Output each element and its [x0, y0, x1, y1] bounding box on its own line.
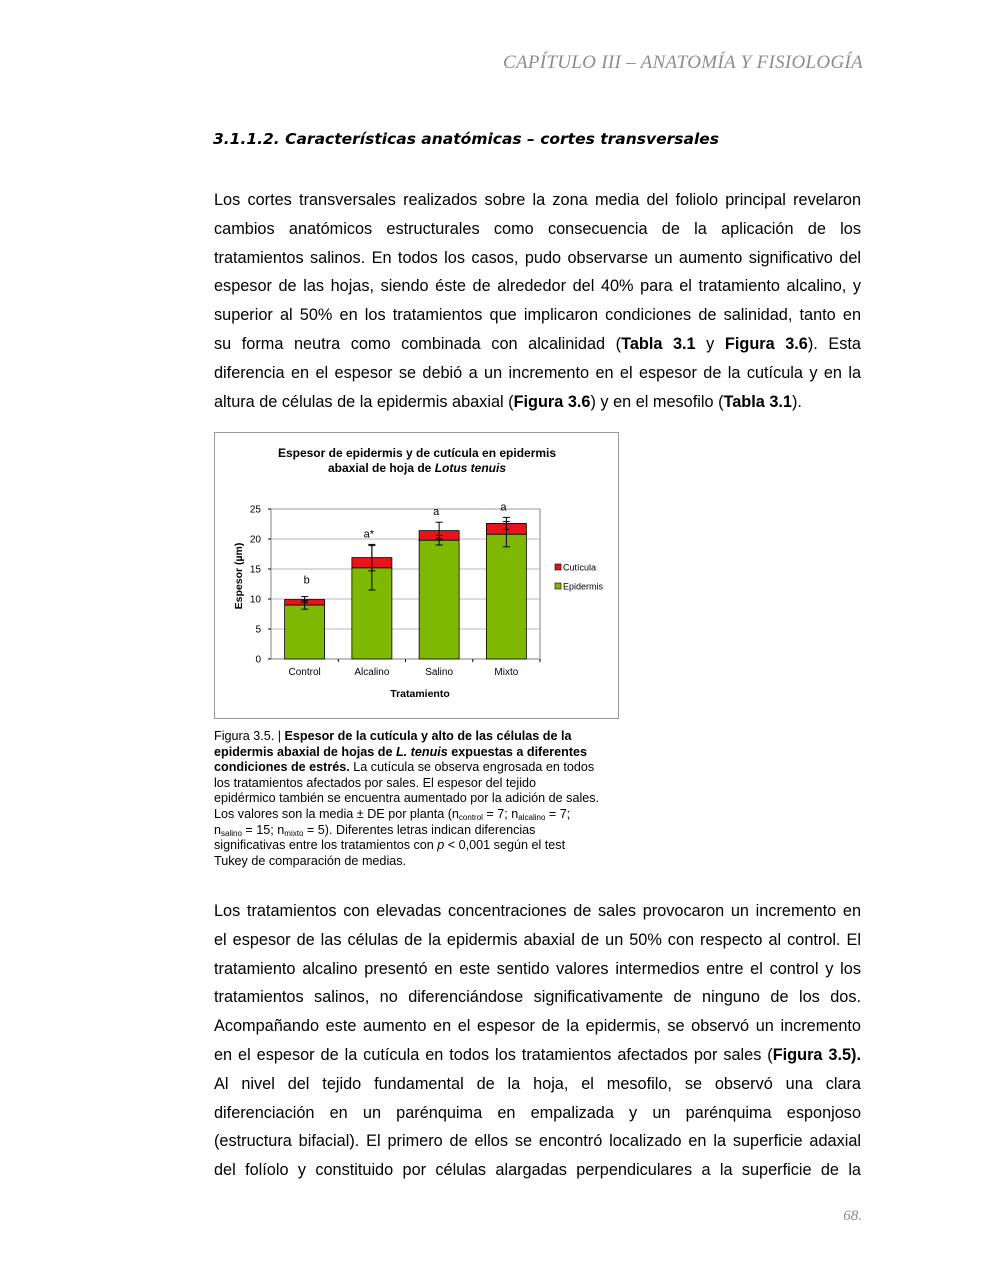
caption-line [214, 729, 644, 745]
section-heading: 3.1.1.2. Características anatómicas – cortes transversales [213, 130, 719, 148]
significance-letter: a [433, 506, 440, 519]
bar-epidermis [486, 534, 526, 659]
text-run: y [695, 334, 725, 353]
p-value-symbol: p [437, 838, 445, 853]
subscript: mixto [284, 828, 304, 838]
body-paragraph-1 [214, 186, 861, 416]
bar-epidermis [285, 605, 325, 659]
caption-line: significativas entre los tratamientos con p < 0,001 según el test [214, 838, 566, 853]
legend-label: Epidermis [563, 581, 604, 592]
caption-line: los tratamientos afectados por sales. El espesor del tejido [214, 775, 537, 790]
figure-caption [214, 729, 644, 869]
y-tick-label: 25 [249, 504, 261, 516]
significance-letter: a [500, 501, 507, 514]
paragraph-line: Al nivel del tejido fundamental de la hoja, el mesofilo, se observó una clara [214, 1074, 861, 1093]
subscript: control [458, 812, 483, 822]
caption-text: La cutícula se observa engrosada en todos [349, 760, 595, 775]
significance-letter: b [303, 574, 310, 587]
species-name: L. tenuis [395, 744, 448, 759]
caption-line: $n_{salino} = 15$; $n_{mixto} = 5$). Diferentes letras indican diferencias [214, 822, 536, 838]
text-run: ). [791, 392, 802, 411]
paragraph-line: (estructura bifacial). El primero de ellos se encontró localizado en la superficie adaxial [214, 1132, 861, 1151]
text-run: ). Esta [807, 334, 861, 353]
y-tick-label: 0 [255, 654, 261, 666]
paragraph-line [214, 388, 861, 417]
x-tick-label: Salino [425, 667, 454, 678]
page-number: 68. [843, 1208, 862, 1224]
text-run: su forma neutra como combinada con alcalinidad ( [214, 334, 622, 353]
figure-reference: Figura 3.6 [513, 392, 591, 411]
paragraph-line: Los tratamientos con elevadas concentraciones de sales provocaron un incremento en [214, 902, 861, 920]
figure-chart-box [214, 432, 619, 719]
x-axis-label: Tratamiento [390, 688, 450, 700]
caption-bold-text: epidermis abaxial de hojas de [214, 744, 396, 759]
x-tick-label: Control [288, 667, 321, 678]
caption-line: Tukey de comparación de medias. [214, 853, 407, 868]
chapter-header: CAPÍTULO III – ANATOMÍA Y FISIOLOGÍA [502, 52, 863, 73]
paragraph-line: superior al 50% en los tratamientos que implicaron condiciones de salinidad, tanto en [214, 306, 861, 325]
bar-epidermis [419, 540, 459, 659]
figure-reference: Figura 3.5). [772, 1045, 861, 1064]
subscript: salino [221, 828, 242, 838]
chart-title-line1: Espesor de epidermis y de cutícula en epidermis [277, 446, 557, 460]
paragraph-line: tratamiento alcalino presentó en este sentido valores intermedios entre el control y los [214, 959, 861, 978]
y-axis-label: Espesor (µm) [233, 542, 245, 610]
caption-label: Figura 3.5. | [214, 729, 285, 743]
text-run: altura de células de la epidermis abaxial ( [214, 392, 514, 411]
legend-swatch [555, 564, 561, 570]
figure-reference: Figura 3.6 [724, 334, 808, 353]
paragraph-line: diferenciación en un parénquima en empalizada y un parénquima esponjoso [214, 1103, 861, 1122]
caption-bold-text: expuestas a diferentes [447, 744, 588, 759]
caption-bold-text: condiciones de estrés. [214, 760, 350, 775]
caption-line [214, 745, 644, 761]
legend-label: Cutícula [563, 562, 597, 573]
y-tick-label: 5 [255, 624, 261, 636]
subscript: alcalino [518, 812, 546, 822]
table-reference: Tabla 3.1 [723, 392, 792, 411]
paragraph-line [214, 1041, 861, 1070]
chart-title-line2: abaxial de hoja de Lotus tenuis [327, 461, 507, 475]
paragraph-line: diferencia en el espesor se debió a un incremento en el espesor de la cutícula y en la [214, 363, 861, 382]
caption-line: epidérmico también se encuentra aumentado por la adición de sales. [214, 791, 600, 806]
paragraph-line: del folíolo y constituido por células alargadas perpendiculares a la superficie de la [214, 1161, 861, 1180]
table-reference: Tabla 3.1 [621, 334, 696, 353]
y-tick-label: 10 [249, 594, 261, 606]
chart-legend [555, 563, 604, 592]
caption-bold-text: Espesor de la cutícula y alto de las células de la [284, 729, 572, 743]
body-paragraph-2 [214, 897, 861, 1185]
caption-line [214, 760, 644, 776]
significance-letter: a* [363, 528, 375, 541]
text-run: en el espesor de la cutícula en todos los tratamientos afectados por sales ( [214, 1045, 773, 1064]
paragraph-line: tratamientos salinos. En todos los casos, pudo observarse un aumento significativo del [214, 248, 861, 267]
x-tick-label: Alcalino [354, 667, 390, 678]
paragraph-line: espesor de las hojas, siendo éste de alrededor del 40% para el tratamiento alcalino, y [214, 277, 861, 296]
stacked-bar-chart [215, 433, 618, 718]
paragraph-line [214, 330, 861, 359]
paragraph-line: Los cortes transversales realizados sobre la zona media del foliolo principal revelaron [214, 191, 861, 209]
y-tick-label: 20 [249, 534, 261, 546]
legend-swatch [555, 583, 561, 589]
paragraph-line: el espesor de las células de la epidermis abaxial de un 50% con respecto al control. El [214, 930, 861, 949]
paragraph-line: Acompañando este aumento en el espesor de la epidermis, se observó un incremento [214, 1017, 861, 1036]
text-run: ) y en el mesofilo ( [590, 392, 724, 411]
y-tick-label: 15 [249, 564, 261, 576]
paragraph-line: tratamientos salinos, no diferenciándose significativamente de ninguno de los dos. [214, 988, 861, 1007]
caption-line: Los valores son la media ± DE por planta ($n_{control} = 7$; $n_{alcalino} = 7$; [214, 806, 571, 822]
x-tick-label: Mixto [494, 667, 519, 678]
paragraph-line: cambios anatómicos estructurales como consecuencia de la aplicación de los [214, 219, 861, 238]
